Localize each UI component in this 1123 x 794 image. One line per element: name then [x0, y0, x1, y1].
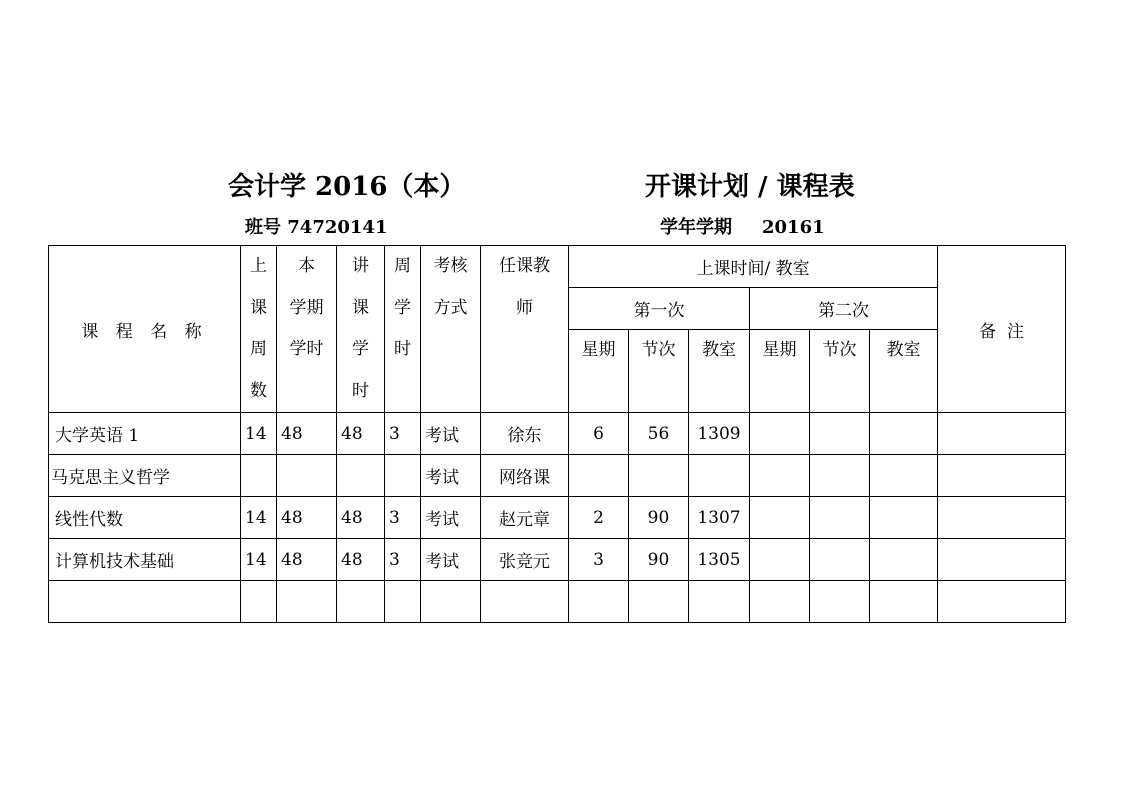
period1-cell [629, 455, 689, 497]
remarks-cell [938, 539, 1066, 581]
class-number-label: 班号 [245, 217, 281, 238]
remarks-cell [938, 497, 1066, 539]
teacher-cell: 张竞元 [481, 539, 569, 581]
term-hours-cell [277, 455, 337, 497]
header-term-hours: 本 学期 学时 [277, 246, 337, 413]
header-first-session: 第一次 [569, 288, 750, 330]
weekly-hours-cell [385, 581, 421, 623]
header-teacher: 任课教 师 [481, 246, 569, 413]
weeks-cell [241, 581, 277, 623]
day2-cell [750, 413, 810, 455]
lecture-hours-cell: 48 [337, 497, 385, 539]
day2-cell [750, 455, 810, 497]
room1-cell [689, 581, 750, 623]
remarks-cell [938, 581, 1066, 623]
period1-cell: 56 [629, 413, 689, 455]
lecture-hours-cell [337, 455, 385, 497]
day1-cell [569, 455, 629, 497]
header-period-1: 节次 [629, 330, 689, 413]
exam-cell [421, 581, 481, 623]
table-row [49, 455, 1066, 497]
remarks-cell [938, 455, 1066, 497]
document-title: 开课计划 / 课程表 [645, 172, 855, 202]
lecture-hours-cell [337, 581, 385, 623]
academic-term-label: 学年学期 [660, 217, 732, 238]
period2-cell [810, 539, 870, 581]
term-hours-cell: 48 [277, 497, 337, 539]
day2-cell [750, 497, 810, 539]
lecture-hours-cell: 48 [337, 413, 385, 455]
day2-cell [750, 581, 810, 623]
room2-cell [870, 581, 938, 623]
day2-cell [750, 539, 810, 581]
academic-term [660, 213, 825, 239]
term-hours-cell [277, 581, 337, 623]
header-day-2: 星期 [750, 330, 810, 413]
exam-cell: 考试 [421, 497, 481, 539]
weekly-hours-cell: 3 [385, 413, 421, 455]
teacher-cell: 赵元章 [481, 497, 569, 539]
header-day-1: 星期 [569, 330, 629, 413]
period2-cell [810, 581, 870, 623]
course-name: 计算机技术基础 [49, 539, 241, 581]
room2-cell [870, 455, 938, 497]
day1-cell [569, 581, 629, 623]
header-weeks: 上 课 周 数 [241, 246, 277, 413]
room2-cell [870, 413, 938, 455]
room1-cell: 1309 [689, 413, 750, 455]
period2-cell [810, 497, 870, 539]
table-row [49, 539, 1066, 581]
table-row [49, 581, 1066, 623]
course-name: 大学英语 1 [49, 413, 241, 455]
course-name [49, 581, 241, 623]
period1-cell: 90 [629, 497, 689, 539]
weekly-hours-cell [385, 455, 421, 497]
header-time-room: 上课时间/ 教室 [569, 246, 938, 288]
term-hours-cell: 48 [277, 413, 337, 455]
lecture-hours-cell: 48 [337, 539, 385, 581]
teacher-cell: 网络课 [481, 455, 569, 497]
header-course-name: 课 程 名 称 [49, 246, 241, 413]
weekly-hours-cell: 3 [385, 497, 421, 539]
room2-cell [870, 497, 938, 539]
header-row-1 [49, 246, 1066, 288]
period2-cell [810, 413, 870, 455]
header-period-2: 节次 [810, 330, 870, 413]
header-room-2: 教室 [870, 330, 938, 413]
period2-cell [810, 455, 870, 497]
table-row [49, 413, 1066, 455]
exam-cell: 考试 [421, 455, 481, 497]
day1-cell: 3 [569, 539, 629, 581]
day1-cell: 2 [569, 497, 629, 539]
header-remarks: 备 注 [938, 246, 1066, 413]
header-weekly-hours: 周 学 时 [385, 246, 421, 413]
class-number-value: 74720141 [287, 217, 388, 238]
room1-cell: 1305 [689, 539, 750, 581]
header-exam-method: 考核 方式 [421, 246, 481, 413]
header-room-1: 教室 [689, 330, 750, 413]
program-title: 会计学 2016（本） [228, 172, 466, 202]
term-hours-cell: 48 [277, 539, 337, 581]
weekly-hours-cell: 3 [385, 539, 421, 581]
remarks-cell [938, 413, 1066, 455]
class-number [245, 213, 387, 239]
teacher-cell [481, 581, 569, 623]
academic-term-value: 20161 [762, 217, 825, 238]
exam-cell: 考试 [421, 413, 481, 455]
room1-cell: 1307 [689, 497, 750, 539]
schedule-table [48, 245, 1066, 623]
weeks-cell: 14 [241, 497, 277, 539]
course-name: 马克思主义哲学 [49, 455, 241, 497]
course-name: 线性代数 [49, 497, 241, 539]
room1-cell [689, 455, 750, 497]
header-second-session: 第二次 [750, 288, 938, 330]
room2-cell [870, 539, 938, 581]
teacher-cell: 徐东 [481, 413, 569, 455]
table-row [49, 497, 1066, 539]
exam-cell: 考试 [421, 539, 481, 581]
weeks-cell: 14 [241, 413, 277, 455]
weeks-cell [241, 455, 277, 497]
day1-cell: 6 [569, 413, 629, 455]
weeks-cell: 14 [241, 539, 277, 581]
period1-cell: 90 [629, 539, 689, 581]
header-lecture-hours: 讲 课 学 时 [337, 246, 385, 413]
period1-cell [629, 581, 689, 623]
